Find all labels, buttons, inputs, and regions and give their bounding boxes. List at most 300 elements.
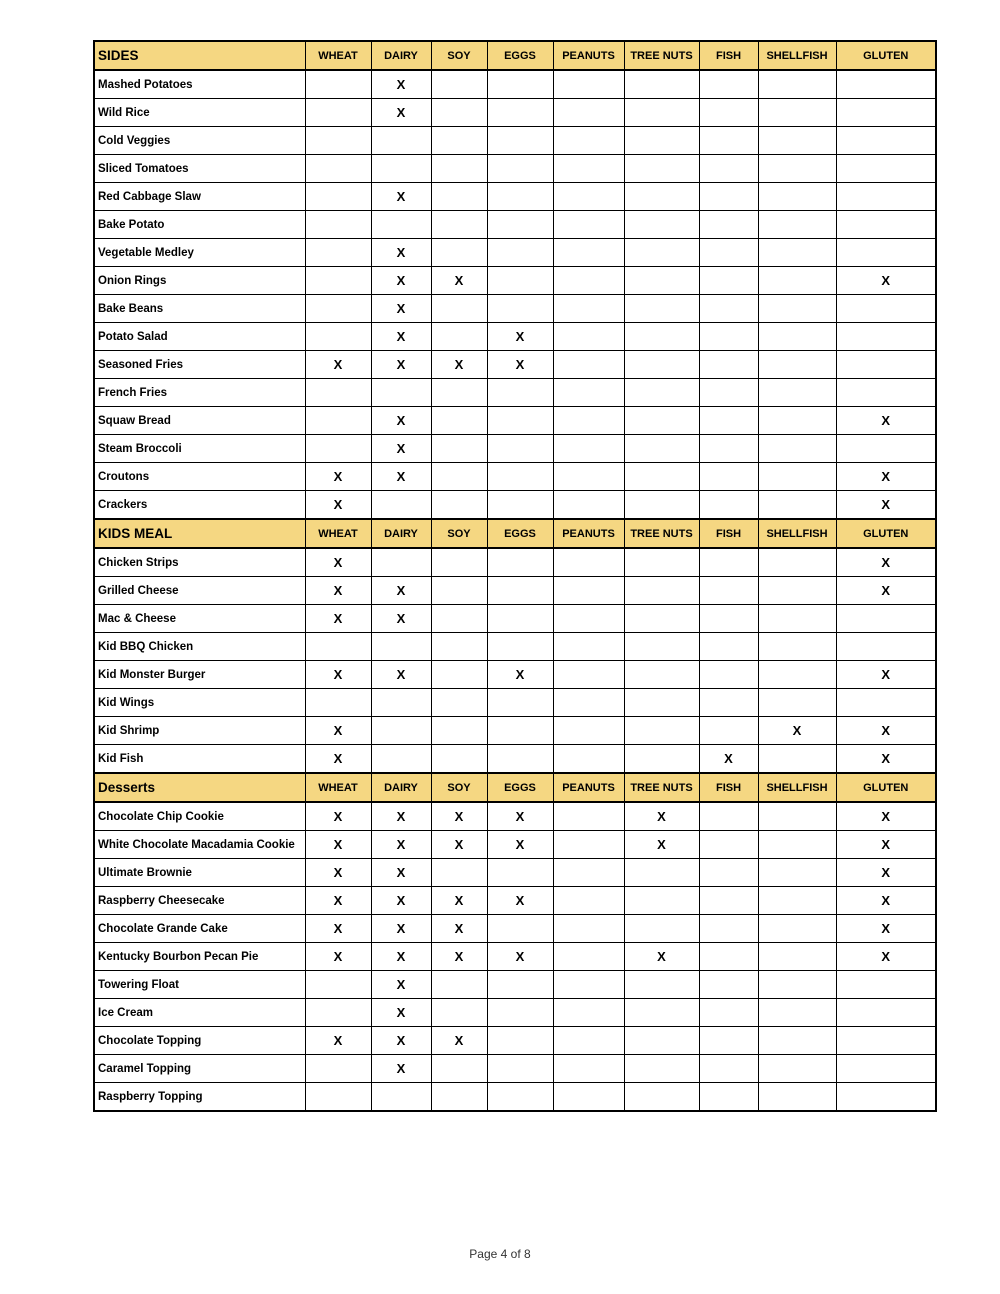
menu-item-name: Potato Salad bbox=[94, 323, 305, 351]
allergen-mark: X bbox=[836, 745, 936, 774]
allergen-mark bbox=[699, 70, 758, 99]
menu-item-name: Wild Rice bbox=[94, 99, 305, 127]
allergen-mark: X bbox=[305, 1027, 371, 1055]
menu-item-name: Raspberry Cheesecake bbox=[94, 887, 305, 915]
allergen-mark bbox=[305, 999, 371, 1027]
menu-item-name: Grilled Cheese bbox=[94, 577, 305, 605]
menu-item-name: Steam Broccoli bbox=[94, 435, 305, 463]
allergen-mark bbox=[553, 379, 624, 407]
allergen-mark bbox=[305, 323, 371, 351]
table-row bbox=[94, 491, 936, 520]
allergen-mark bbox=[487, 491, 553, 520]
allergen-mark bbox=[371, 689, 431, 717]
allergen-mark bbox=[836, 1055, 936, 1083]
allergen-mark bbox=[305, 127, 371, 155]
allergen-mark: X bbox=[487, 351, 553, 379]
table-row bbox=[94, 239, 936, 267]
allergen-mark bbox=[758, 971, 836, 999]
allergen-mark bbox=[431, 1083, 487, 1112]
allergen-mark bbox=[624, 1083, 699, 1112]
allergen-mark bbox=[305, 407, 371, 435]
allergen-mark bbox=[431, 999, 487, 1027]
allergen-mark bbox=[836, 155, 936, 183]
allergen-table bbox=[93, 40, 937, 1112]
allergen-mark: X bbox=[431, 351, 487, 379]
allergen-mark bbox=[836, 211, 936, 239]
menu-item-name: Squaw Bread bbox=[94, 407, 305, 435]
allergen-mark bbox=[758, 605, 836, 633]
allergen-mark bbox=[553, 407, 624, 435]
column-header: PEANUTS bbox=[553, 519, 624, 548]
allergen-mark bbox=[553, 295, 624, 323]
table-row bbox=[94, 831, 936, 859]
allergen-mark bbox=[487, 211, 553, 239]
allergen-mark bbox=[699, 802, 758, 831]
allergen-mark: X bbox=[371, 183, 431, 211]
allergen-mark bbox=[758, 295, 836, 323]
allergen-mark bbox=[431, 548, 487, 577]
allergen-mark bbox=[699, 633, 758, 661]
allergen-mark bbox=[553, 491, 624, 520]
table-row bbox=[94, 211, 936, 239]
table-row bbox=[94, 267, 936, 295]
column-header: EGGS bbox=[487, 41, 553, 70]
allergen-mark bbox=[758, 155, 836, 183]
allergen-mark bbox=[305, 99, 371, 127]
allergen-mark bbox=[487, 717, 553, 745]
allergen-mark bbox=[624, 915, 699, 943]
allergen-mark: X bbox=[371, 323, 431, 351]
allergen-mark bbox=[553, 1027, 624, 1055]
table-row bbox=[94, 661, 936, 689]
allergen-mark bbox=[487, 577, 553, 605]
allergen-mark bbox=[624, 577, 699, 605]
allergen-mark bbox=[553, 745, 624, 774]
allergen-mark bbox=[305, 435, 371, 463]
allergen-mark bbox=[699, 463, 758, 491]
allergen-mark: X bbox=[371, 435, 431, 463]
allergen-mark bbox=[553, 717, 624, 745]
allergen-mark bbox=[553, 689, 624, 717]
allergen-mark bbox=[699, 831, 758, 859]
allergen-mark bbox=[624, 745, 699, 774]
allergen-mark bbox=[699, 971, 758, 999]
allergen-mark bbox=[553, 183, 624, 211]
allergen-mark bbox=[487, 548, 553, 577]
allergen-mark bbox=[758, 887, 836, 915]
table-row bbox=[94, 295, 936, 323]
allergen-mark bbox=[699, 859, 758, 887]
allergen-mark: X bbox=[371, 295, 431, 323]
allergen-mark: X bbox=[371, 605, 431, 633]
allergen-mark bbox=[758, 999, 836, 1027]
menu-item-name: Chicken Strips bbox=[94, 548, 305, 577]
allergen-mark: X bbox=[371, 1027, 431, 1055]
allergen-mark: X bbox=[305, 887, 371, 915]
menu-item-name: Kid Shrimp bbox=[94, 717, 305, 745]
allergen-mark bbox=[553, 99, 624, 127]
allergen-mark: X bbox=[371, 887, 431, 915]
menu-item-name: Kid Wings bbox=[94, 689, 305, 717]
column-header: TREE NUTS bbox=[624, 519, 699, 548]
allergen-mark bbox=[487, 689, 553, 717]
allergen-mark: X bbox=[431, 915, 487, 943]
allergen-mark bbox=[836, 323, 936, 351]
allergen-mark bbox=[624, 211, 699, 239]
allergen-mark bbox=[431, 491, 487, 520]
allergen-mark bbox=[836, 971, 936, 999]
allergen-mark bbox=[553, 463, 624, 491]
allergen-mark bbox=[431, 971, 487, 999]
column-header: DAIRY bbox=[371, 773, 431, 802]
allergen-mark: X bbox=[371, 943, 431, 971]
allergen-mark: X bbox=[624, 831, 699, 859]
allergen-mark bbox=[553, 831, 624, 859]
allergen-mark bbox=[758, 183, 836, 211]
allergen-mark bbox=[699, 379, 758, 407]
allergen-mark bbox=[624, 548, 699, 577]
allergen-mark: X bbox=[487, 887, 553, 915]
allergen-mark: X bbox=[758, 717, 836, 745]
menu-item-name: Bake Beans bbox=[94, 295, 305, 323]
allergen-mark bbox=[431, 717, 487, 745]
menu-item-name: Croutons bbox=[94, 463, 305, 491]
allergen-mark: X bbox=[836, 859, 936, 887]
section-header-row bbox=[94, 519, 936, 548]
allergen-mark bbox=[431, 859, 487, 887]
allergen-mark: X bbox=[371, 661, 431, 689]
column-header: PEANUTS bbox=[553, 41, 624, 70]
allergen-mark bbox=[305, 239, 371, 267]
column-header: EGGS bbox=[487, 519, 553, 548]
table-row bbox=[94, 155, 936, 183]
table-row bbox=[94, 577, 936, 605]
allergen-mark bbox=[487, 745, 553, 774]
allergen-mark: X bbox=[836, 802, 936, 831]
allergen-mark bbox=[624, 661, 699, 689]
allergen-mark bbox=[624, 1055, 699, 1083]
allergen-mark bbox=[553, 211, 624, 239]
allergen-mark bbox=[305, 379, 371, 407]
allergen-mark bbox=[758, 379, 836, 407]
allergen-mark bbox=[699, 127, 758, 155]
allergen-mark bbox=[624, 239, 699, 267]
allergen-mark bbox=[431, 633, 487, 661]
allergen-mark: X bbox=[371, 463, 431, 491]
allergen-mark bbox=[836, 295, 936, 323]
allergen-mark bbox=[431, 379, 487, 407]
menu-item-name: Ice Cream bbox=[94, 999, 305, 1027]
page-number: Page 4 of 8 bbox=[469, 1247, 531, 1261]
section-header-row bbox=[94, 773, 936, 802]
allergen-mark bbox=[699, 661, 758, 689]
table-row bbox=[94, 943, 936, 971]
allergen-mark bbox=[624, 351, 699, 379]
allergen-mark: X bbox=[371, 971, 431, 999]
allergen-mark: X bbox=[305, 915, 371, 943]
column-header: DAIRY bbox=[371, 41, 431, 70]
allergen-mark bbox=[553, 661, 624, 689]
allergen-mark bbox=[699, 548, 758, 577]
allergen-mark bbox=[624, 1027, 699, 1055]
allergen-mark bbox=[758, 407, 836, 435]
allergen-mark bbox=[624, 633, 699, 661]
table-row bbox=[94, 802, 936, 831]
allergen-mark bbox=[305, 70, 371, 99]
allergen-mark bbox=[431, 183, 487, 211]
allergen-mark bbox=[758, 323, 836, 351]
menu-item-name: Caramel Topping bbox=[94, 1055, 305, 1083]
allergen-mark bbox=[553, 802, 624, 831]
allergen-mark bbox=[624, 971, 699, 999]
allergen-mark bbox=[487, 915, 553, 943]
allergen-mark bbox=[487, 633, 553, 661]
allergen-mark bbox=[758, 211, 836, 239]
allergen-mark bbox=[553, 323, 624, 351]
allergen-mark bbox=[836, 1027, 936, 1055]
column-header: SHELLFISH bbox=[758, 773, 836, 802]
allergen-mark: X bbox=[836, 831, 936, 859]
allergen-mark bbox=[553, 1055, 624, 1083]
allergen-mark bbox=[699, 915, 758, 943]
allergen-mark bbox=[487, 379, 553, 407]
allergen-mark bbox=[758, 127, 836, 155]
menu-item-name: Cold Veggies bbox=[94, 127, 305, 155]
table-row bbox=[94, 1055, 936, 1083]
allergen-mark bbox=[553, 155, 624, 183]
allergen-mark bbox=[836, 379, 936, 407]
allergen-mark bbox=[699, 407, 758, 435]
menu-item-name: Crackers bbox=[94, 491, 305, 520]
allergen-mark bbox=[305, 1055, 371, 1083]
column-header: TREE NUTS bbox=[624, 41, 699, 70]
allergen-mark bbox=[371, 155, 431, 183]
menu-item-name: Kid Fish bbox=[94, 745, 305, 774]
allergen-mark bbox=[624, 463, 699, 491]
column-header: SHELLFISH bbox=[758, 519, 836, 548]
allergen-mark bbox=[699, 689, 758, 717]
menu-item-name: Red Cabbage Slaw bbox=[94, 183, 305, 211]
allergen-mark: X bbox=[431, 1027, 487, 1055]
allergen-mark: X bbox=[431, 887, 487, 915]
allergen-mark bbox=[487, 971, 553, 999]
allergen-mark bbox=[836, 239, 936, 267]
allergen-mark: X bbox=[305, 577, 371, 605]
allergen-mark bbox=[371, 379, 431, 407]
allergen-mark: X bbox=[431, 267, 487, 295]
allergen-mark bbox=[553, 351, 624, 379]
allergen-mark: X bbox=[371, 577, 431, 605]
allergen-mark: X bbox=[371, 70, 431, 99]
column-header: SOY bbox=[431, 519, 487, 548]
allergen-mark bbox=[699, 155, 758, 183]
allergen-mark: X bbox=[305, 463, 371, 491]
allergen-mark bbox=[624, 183, 699, 211]
allergen-mark bbox=[836, 99, 936, 127]
allergen-mark: X bbox=[836, 407, 936, 435]
table-row bbox=[94, 1083, 936, 1112]
allergen-mark bbox=[758, 633, 836, 661]
allergen-mark: X bbox=[487, 323, 553, 351]
allergen-mark bbox=[553, 127, 624, 155]
allergen-mark bbox=[758, 267, 836, 295]
allergen-mark bbox=[487, 407, 553, 435]
allergen-mark: X bbox=[836, 887, 936, 915]
allergen-mark bbox=[758, 577, 836, 605]
allergen-mark bbox=[624, 999, 699, 1027]
table-row bbox=[94, 407, 936, 435]
menu-item-name: Kid BBQ Chicken bbox=[94, 633, 305, 661]
table-row bbox=[94, 689, 936, 717]
column-header: SHELLFISH bbox=[758, 41, 836, 70]
allergen-mark bbox=[431, 99, 487, 127]
menu-item-name: Chocolate Topping bbox=[94, 1027, 305, 1055]
allergen-mark: X bbox=[305, 491, 371, 520]
allergen-mark: X bbox=[836, 491, 936, 520]
allergen-mark bbox=[431, 407, 487, 435]
allergen-mark bbox=[836, 183, 936, 211]
allergen-mark bbox=[624, 99, 699, 127]
column-header: WHEAT bbox=[305, 41, 371, 70]
allergen-mark bbox=[371, 1083, 431, 1112]
allergen-mark bbox=[371, 633, 431, 661]
table-row bbox=[94, 323, 936, 351]
allergen-mark bbox=[487, 295, 553, 323]
table-row bbox=[94, 435, 936, 463]
menu-item-name: White Chocolate Macadamia Cookie bbox=[94, 831, 305, 859]
allergen-mark: X bbox=[371, 1055, 431, 1083]
allergen-mark bbox=[305, 1083, 371, 1112]
allergen-mark bbox=[699, 295, 758, 323]
allergen-mark: X bbox=[836, 943, 936, 971]
allergen-mark bbox=[305, 295, 371, 323]
allergen-mark bbox=[836, 633, 936, 661]
allergen-mark bbox=[487, 99, 553, 127]
allergen-mark bbox=[624, 407, 699, 435]
allergen-mark bbox=[487, 155, 553, 183]
allergen-mark bbox=[487, 1083, 553, 1112]
allergen-mark bbox=[699, 999, 758, 1027]
allergen-mark bbox=[487, 859, 553, 887]
allergen-mark bbox=[371, 745, 431, 774]
allergen-mark bbox=[553, 633, 624, 661]
allergen-mark bbox=[553, 999, 624, 1027]
allergen-mark bbox=[624, 127, 699, 155]
allergen-mark bbox=[836, 689, 936, 717]
allergen-mark bbox=[371, 491, 431, 520]
allergen-mark bbox=[431, 689, 487, 717]
allergen-mark bbox=[487, 70, 553, 99]
allergen-mark bbox=[758, 859, 836, 887]
allergen-mark bbox=[758, 661, 836, 689]
menu-item-name: Kid Monster Burger bbox=[94, 661, 305, 689]
table-row bbox=[94, 183, 936, 211]
table-row bbox=[94, 745, 936, 774]
allergen-mark bbox=[431, 239, 487, 267]
menu-item-name: Towering Float bbox=[94, 971, 305, 999]
menu-item-name: Ultimate Brownie bbox=[94, 859, 305, 887]
allergen-mark bbox=[758, 802, 836, 831]
allergen-mark: X bbox=[371, 999, 431, 1027]
table-row bbox=[94, 915, 936, 943]
allergen-mark bbox=[758, 1027, 836, 1055]
allergen-mark bbox=[431, 211, 487, 239]
allergen-mark bbox=[487, 127, 553, 155]
allergen-mark: X bbox=[371, 831, 431, 859]
allergen-mark bbox=[487, 1055, 553, 1083]
allergen-mark bbox=[699, 943, 758, 971]
allergen-mark bbox=[553, 1083, 624, 1112]
menu-item-name: Chocolate Grande Cake bbox=[94, 915, 305, 943]
allergen-mark: X bbox=[371, 407, 431, 435]
allergen-mark: X bbox=[371, 859, 431, 887]
column-header: FISH bbox=[699, 773, 758, 802]
table-row bbox=[94, 351, 936, 379]
allergen-mark bbox=[699, 435, 758, 463]
allergen-mark bbox=[758, 831, 836, 859]
table-row bbox=[94, 379, 936, 407]
allergen-mark bbox=[624, 887, 699, 915]
column-header: SOY bbox=[431, 773, 487, 802]
allergen-mark: X bbox=[305, 802, 371, 831]
allergen-mark bbox=[371, 211, 431, 239]
allergen-mark: X bbox=[431, 802, 487, 831]
allergen-mark bbox=[699, 1027, 758, 1055]
allergen-mark bbox=[431, 295, 487, 323]
allergen-mark bbox=[553, 887, 624, 915]
allergen-mark bbox=[699, 183, 758, 211]
allergen-mark bbox=[699, 605, 758, 633]
allergen-mark: X bbox=[305, 745, 371, 774]
allergen-mark: X bbox=[305, 605, 371, 633]
table-row bbox=[94, 717, 936, 745]
allergen-mark: X bbox=[371, 915, 431, 943]
allergen-mark bbox=[758, 70, 836, 99]
allergen-mark bbox=[487, 1027, 553, 1055]
column-header: WHEAT bbox=[305, 519, 371, 548]
allergen-mark bbox=[699, 717, 758, 745]
allergen-mark bbox=[305, 971, 371, 999]
allergen-mark bbox=[624, 859, 699, 887]
allergen-mark bbox=[305, 183, 371, 211]
allergen-mark bbox=[758, 351, 836, 379]
allergen-mark: X bbox=[836, 915, 936, 943]
allergen-mark bbox=[624, 323, 699, 351]
allergen-mark bbox=[487, 605, 553, 633]
allergen-mark bbox=[431, 605, 487, 633]
allergen-mark bbox=[699, 239, 758, 267]
allergen-mark bbox=[758, 943, 836, 971]
allergen-mark: X bbox=[487, 943, 553, 971]
allergen-mark: X bbox=[371, 802, 431, 831]
table-row bbox=[94, 99, 936, 127]
allergen-mark bbox=[699, 1055, 758, 1083]
allergen-mark: X bbox=[305, 351, 371, 379]
allergen-mark bbox=[553, 915, 624, 943]
allergen-mark bbox=[624, 155, 699, 183]
table-row bbox=[94, 971, 936, 999]
allergen-mark bbox=[699, 491, 758, 520]
allergen-mark bbox=[431, 127, 487, 155]
allergen-mark bbox=[305, 211, 371, 239]
table-row bbox=[94, 1027, 936, 1055]
allergen-mark: X bbox=[371, 239, 431, 267]
allergen-mark: X bbox=[431, 943, 487, 971]
allergen-mark bbox=[624, 267, 699, 295]
allergen-mark bbox=[624, 435, 699, 463]
column-header: FISH bbox=[699, 41, 758, 70]
allergen-mark bbox=[431, 155, 487, 183]
